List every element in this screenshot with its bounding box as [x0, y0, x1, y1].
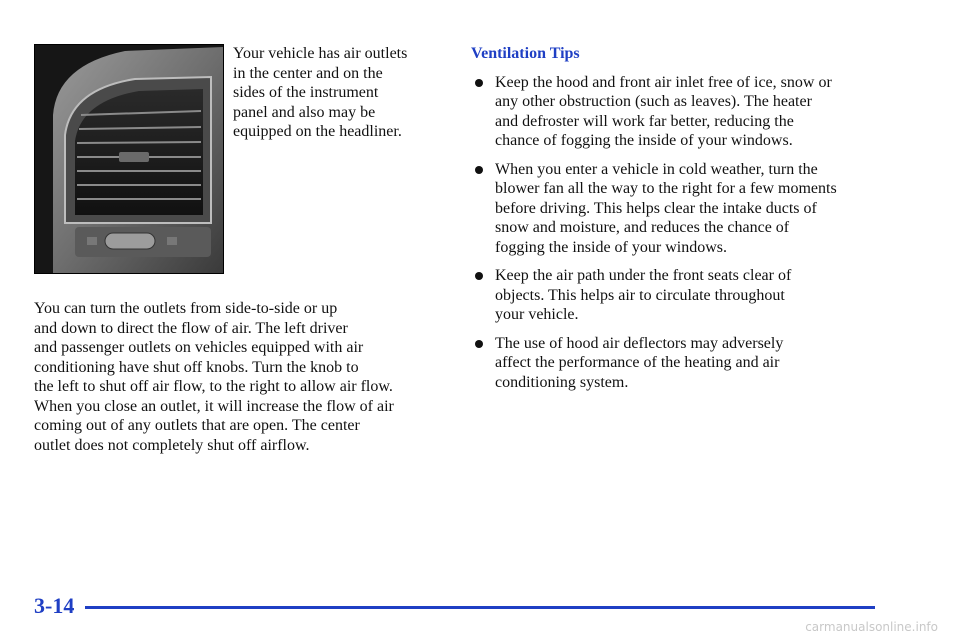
bullet-icon: [475, 272, 483, 280]
page-number: 3-14: [34, 593, 75, 618]
tip-line: before driving. This helps clear the intake ducts of: [495, 199, 817, 217]
list-item: [471, 160, 891, 258]
body-line: You can turn the outlets from side-to-side or up: [34, 300, 338, 317]
body-line: and down to direct the flow of air. The left driver: [34, 319, 348, 337]
tip-line: Keep the hood and front air inlet free of ice, snow or: [495, 73, 832, 91]
tip-line: conditioning system.: [495, 373, 629, 391]
vent-knob: [119, 152, 149, 162]
section-title: Ventilation Tips: [471, 45, 580, 62]
tip-line: The use of hood air deflectors may adversely: [495, 334, 784, 352]
body-line: the left to shut off air flow, to the right to allow air flow.: [34, 378, 393, 395]
watermark: carmanualsonline.info: [805, 620, 938, 634]
list-item: [471, 334, 891, 393]
intro-line: panel and also may be: [233, 103, 376, 121]
bullet-icon: [475, 79, 483, 87]
tip-line: affect the performance of the heating and air: [495, 354, 780, 371]
list-item: [471, 266, 891, 325]
body-line: coming out of any outlets that are open. The center: [34, 417, 360, 434]
list-item: [471, 73, 891, 151]
tip-line: Keep the air path under the front seats clear of: [495, 267, 792, 284]
intro-line: Your vehicle has air outlets: [233, 45, 408, 62]
ventilation-tips-section: [471, 44, 891, 401]
air-outlet-illustration: [35, 45, 223, 273]
intro-line: in the center and on the: [233, 64, 383, 82]
intro-line: equipped on the headliner.: [233, 123, 402, 140]
footer-divider: [85, 606, 875, 609]
tip-line: blower fan all the way to the right for a few moments: [495, 180, 837, 197]
body-line: conditioning have shut off knobs. Turn the knob to: [34, 358, 359, 376]
intro-line: sides of the instrument: [233, 84, 379, 101]
bullet-icon: [475, 166, 483, 174]
outlet-instructions: [34, 299, 444, 455]
tips-list: [471, 73, 891, 393]
air-outlet-photo: [34, 44, 224, 274]
tip-line: any other obstruction (such as leaves). The heater: [495, 93, 812, 110]
tip-line: When you enter a vehicle in cold weather, turn the: [495, 160, 818, 178]
body-line: and passenger outlets on vehicles equipped with air: [34, 339, 364, 356]
tip-line: and defroster will work far better, reducing the: [495, 112, 794, 130]
tip-line: objects. This helps air to circulate throughout: [495, 286, 785, 304]
tip-line: fogging the inside of your windows.: [495, 238, 727, 256]
bullet-icon: [475, 340, 483, 348]
shutoff-knob: [105, 233, 155, 249]
body-line: When you close an outlet, it will increase the flow of air: [34, 397, 394, 415]
intro-text: [233, 44, 443, 142]
body-line: outlet does not completely shut off airflow.: [34, 436, 310, 454]
tip-line: your vehicle.: [495, 306, 579, 323]
tip-line: chance of fogging the inside of your windows.: [495, 132, 793, 149]
tip-line: snow and moisture, and reduces the chance of: [495, 219, 790, 236]
